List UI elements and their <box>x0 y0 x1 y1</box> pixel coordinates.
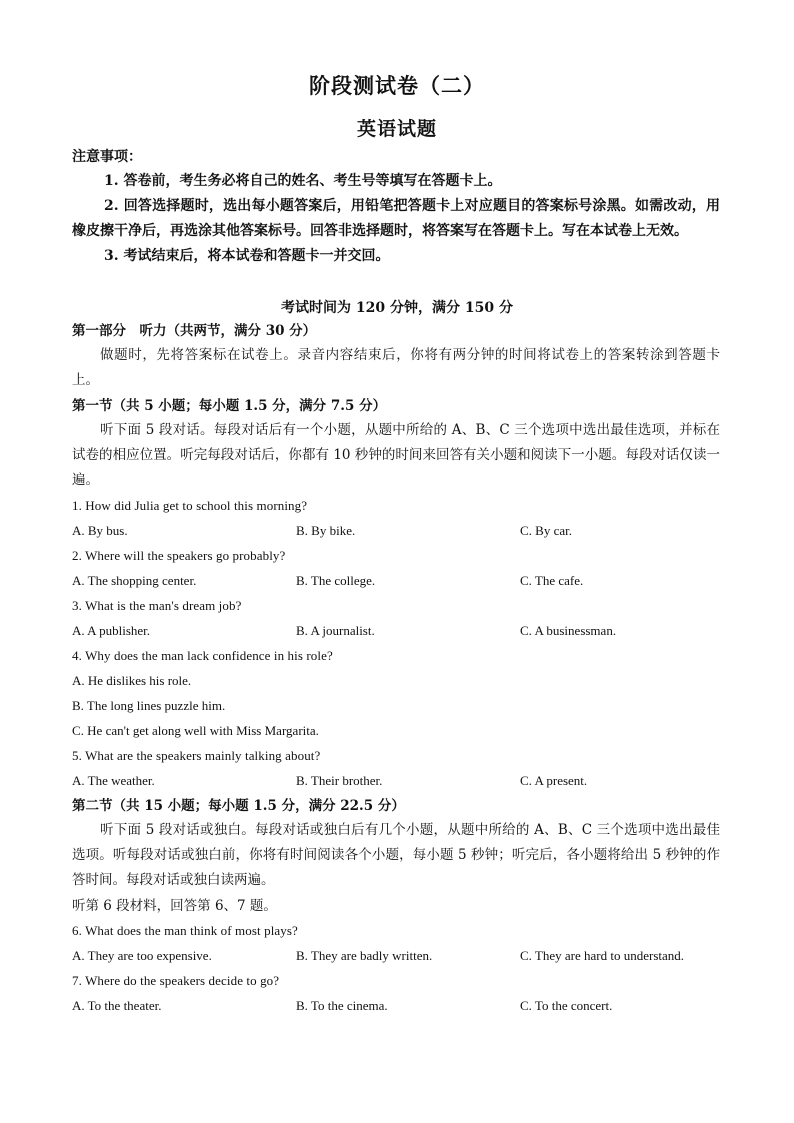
q7-option-a: A. To the theater. <box>72 998 162 1013</box>
question-3: 3. What is the man's dream job? <box>72 598 242 613</box>
q4-option-c: C. He can't get along well with Miss Margarita. <box>72 723 319 738</box>
q6-option-c: C. They are hard to understand. <box>520 948 685 963</box>
section1-instruction: 听下面 5 段对话。每段对话后有一个小题，从题中所给的 A、B、C 三个选项中选出最佳选项，并标在试卷的相应位置。听完每段对话后，你都有 10 秒钟的时间来回答有关小题和阅读下一小题。每段对话仅读一遍。 <box>72 422 720 488</box>
section2-instruction: 听下面 5 段对话或独白。每段对话或独白后有几个小题，从题中所给的 A、B、C 三个选项中选出最佳选项。听每段对话或独白前，你将有时间阅读各个小题，每小题 5 秒钟；听完后，各小题将给出 5 秒钟的作答时间。每段对话或独白读两遍。 <box>72 822 720 888</box>
question-6: 6. What does the man think of most plays? <box>72 923 298 938</box>
exam-subtitle: 英语试题 <box>356 118 437 140</box>
q1-option-a: A. By bus. <box>72 523 128 538</box>
q2-option-c: C. The cafe. <box>520 573 584 588</box>
exam-time-line: 考试时间为 120 分钟，满分 150 分 <box>281 300 513 316</box>
notice-item-1: 1. 答卷前，考生务必将自己的姓名、考生号等填写在答题卡上。 <box>104 173 502 189</box>
q5-option-a: A. The weather. <box>72 773 155 788</box>
q2-option-a: A. The shopping center. <box>72 573 197 588</box>
question-1: 1. How did Julia get to school this morning? <box>72 498 308 513</box>
material-note: 听第 6 段材料，回答第 6、7 题。 <box>72 898 277 914</box>
q6-option-b: B. They are badly written. <box>296 948 433 963</box>
q5-option-b: B. Their brother. <box>296 773 383 788</box>
notice-item-3: 3. 考试结束后，将本试卷和答题卡一并交回。 <box>104 248 390 264</box>
notice-item-2: 2. 回答选择题时，选出每小题答案后，用铅笔把答题卡上对应题目的答案标号涂黑。如需改动，用橡皮擦干净后，再选涂其他答案标号。回答非选择题时，将答案写在答题卡上。写在本试卷上无效。 <box>72 198 720 239</box>
part1-instruction: 做题时，先将答案标在试卷上。录音内容结束后，你将有两分钟的时间将试卷上的答案转涂到答题卡上。 <box>72 347 720 388</box>
q2-option-b: B. The college. <box>296 573 376 588</box>
question-2: 2. Where will the speakers go probably? <box>72 548 286 563</box>
section1-heading: 第一节（共 5 小题；每小题 1.5 分，满分 7.5 分） <box>72 398 387 414</box>
q7-option-b: B. To the cinema. <box>296 998 388 1013</box>
q4-option-a: A. He dislikes his role. <box>72 673 192 688</box>
question-4: 4. Why does the man lack confidence in his role? <box>72 648 333 663</box>
notice-heading: 注意事项： <box>72 149 142 165</box>
q1-option-c: C. By car. <box>520 523 572 538</box>
q3-option-a: A. A publisher. <box>72 623 151 638</box>
q6-option-a: A. They are too expensive. <box>72 948 212 963</box>
q7-option-c: C. To the concert. <box>520 998 613 1013</box>
q3-option-c: C. A businessman. <box>520 623 617 638</box>
exam-title: 阶段测试卷（二） <box>309 73 485 98</box>
q3-option-b: B. A journalist. <box>296 623 375 638</box>
question-5: 5. What are the speakers mainly talking about? <box>72 748 321 763</box>
q1-option-b: B. By bike. <box>296 523 356 538</box>
notice-list <box>72 169 720 269</box>
question-7: 7. Where do the speakers decide to go? <box>72 973 280 988</box>
part1-heading: 第一部分 听力（共两节，满分 30 分） <box>72 323 317 339</box>
section2-heading: 第二节（共 15 小题；每小题 1.5 分，满分 22.5 分） <box>72 798 405 814</box>
q4-option-b: B. The long lines puzzle him. <box>72 698 226 713</box>
q5-option-c: C. A present. <box>520 773 588 788</box>
